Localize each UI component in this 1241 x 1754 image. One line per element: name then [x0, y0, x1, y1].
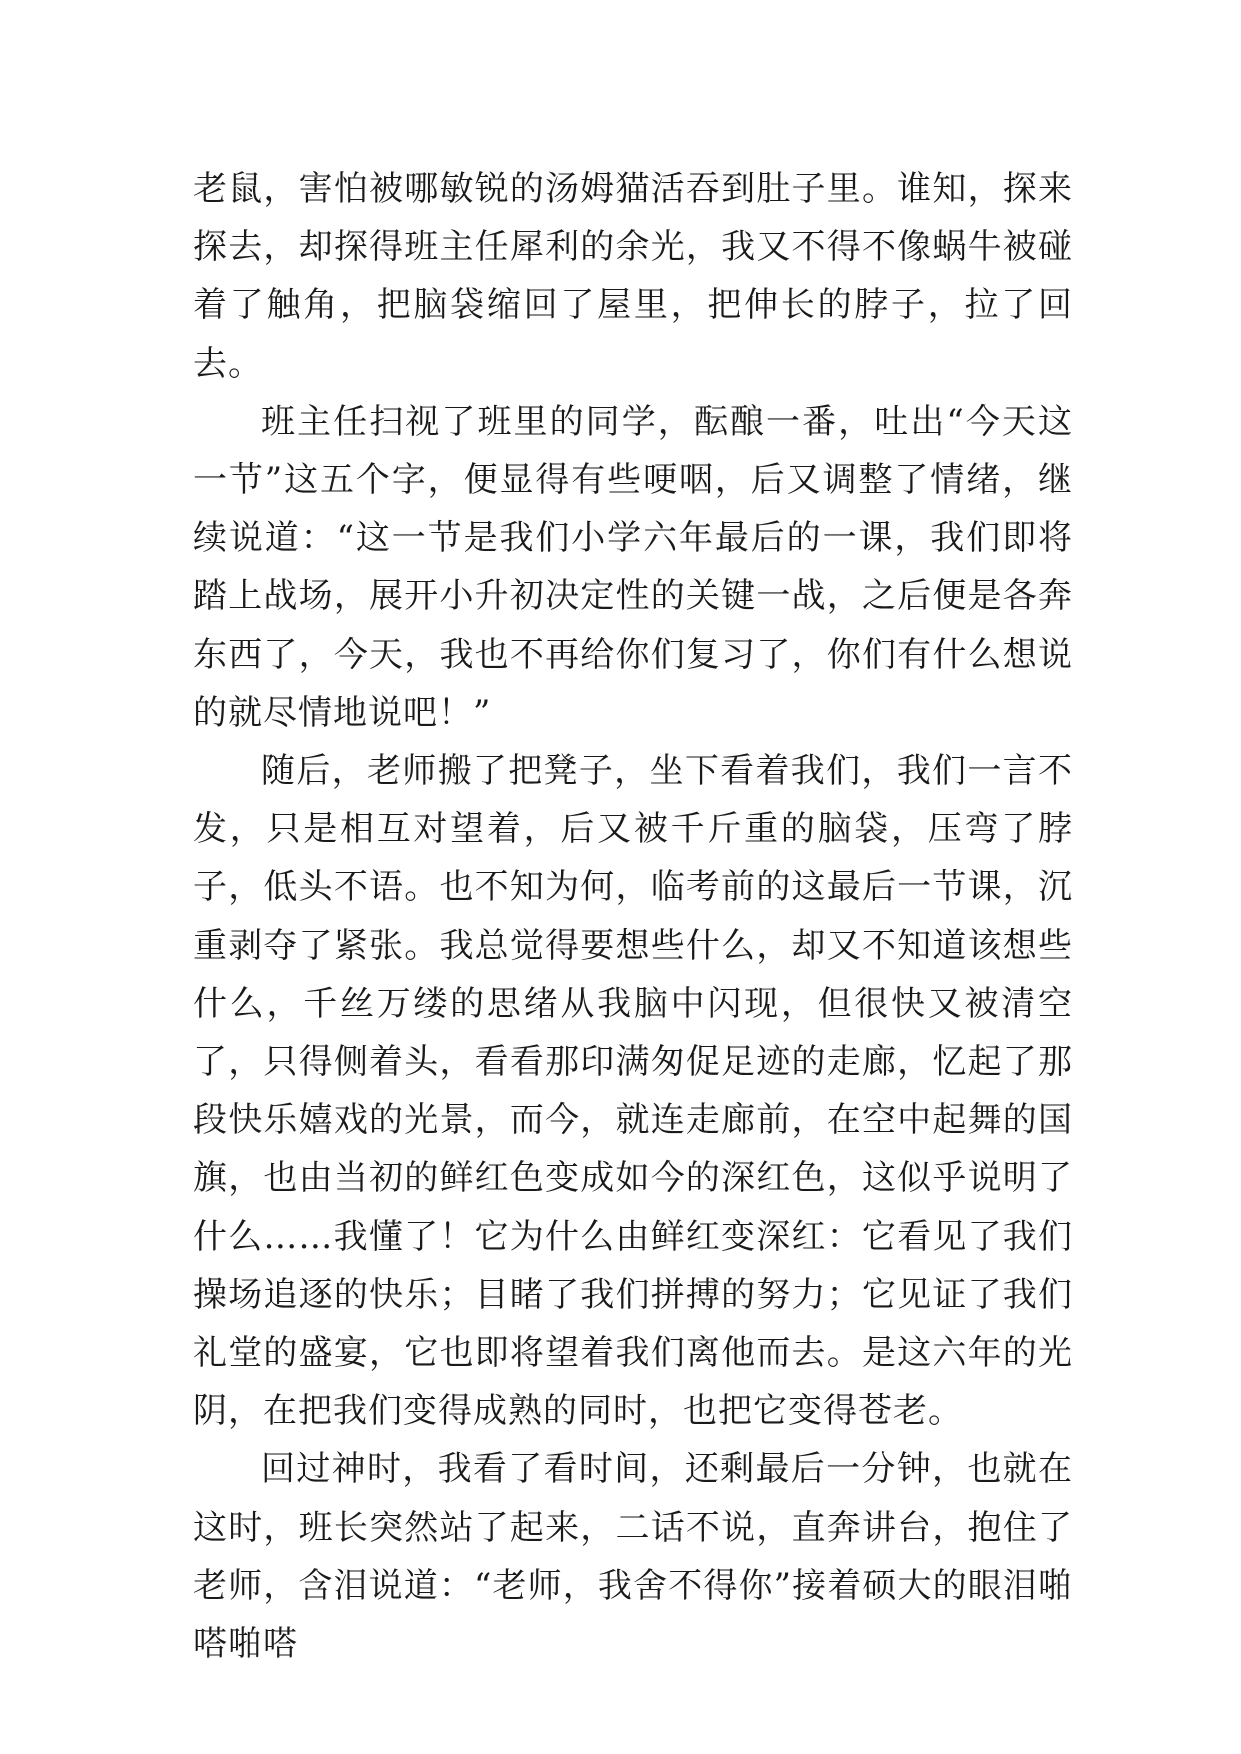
- paragraph-2: 班主任扫视了班里的同学，酝酿一番，吐出“今天这一节”这五个字，便显得有些哽咽，后又调整了情绪，继续说道：“这一节是我们小学六年最后的一课，我们即将踏上战场，展开小升初决定性的关键一战，之后便是各奔东西了，今天，我也不再给你们复习了，你们有什么想说的就尽情地说吧！”: [193, 401, 1073, 733]
- paragraph-1: 老鼠，害怕被哪敏锐的汤姆猫活吞到肚子里。谁知，探来探去，却探得班主任犀利的余光，我又不得不像蜗牛被碰着了触角，把脑袋缩回了屋里，把伸长的脖子，拉了回去。: [193, 169, 1073, 384]
- paragraph-4: 回过神时，我看了看时间，还剩最后一分钟，也就在这时，班长突然站了起来，二话不说，直奔讲台，抱住了老师，含泪说道：“老师，我舍不得你”接着硕大的眼泪啪嗒啪嗒: [193, 1449, 1073, 1665]
- body-text: [193, 160, 1073, 1673]
- paragraph-3: 随后，老师搬了把凳子，坐下看着我们，我们一言不发，只是相互对望着，后又被千斤重的脑袋，压弯了脖子，低头不语。也不知为何，临考前的这最后一节课，沉重剥夺了紧张。我总觉得要想些什么，却又不知道该想些什么，千丝万缕的思绪从我脑中闪现，但很快又被清空了，只得侧着头，看看那印满匆促足迹的走廊，忆起了那段快乐嬉戏的光景，而今，就连走廊前，在空中起舞的国旗，也由当初的鲜红色变成如今的深红色，这似乎说明了什么……我懂了！它为什么由鲜红变深红：它看见了我们操场追逐的快乐；目睹了我们拼搏的努力；它见证了我们礼堂的盛宴，它也即将望着我们离他而去。是这六年的光阴，在把我们变得成熟的同时，也把它变得苍老。: [193, 751, 1073, 1432]
